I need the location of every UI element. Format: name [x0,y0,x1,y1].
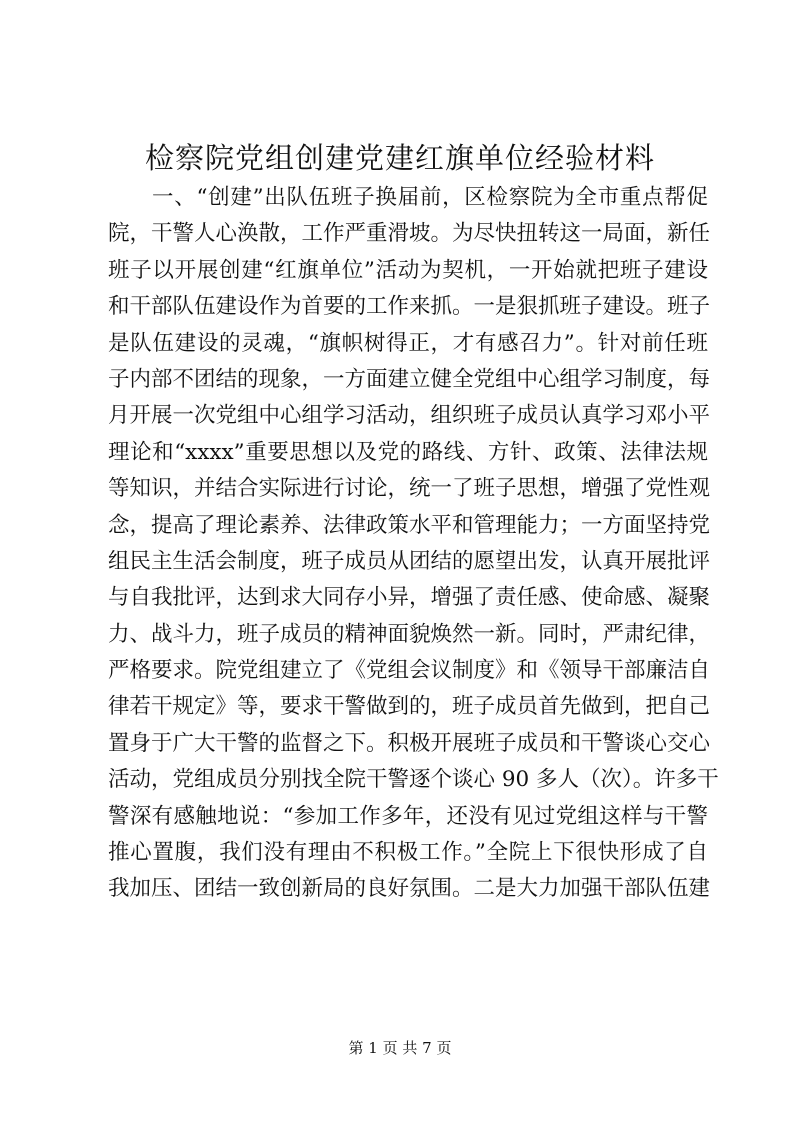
body-line: 警深有感触地说：“参加工作多年，还没有见过党组这样与干警 [108,803,708,829]
body-line: 与自我批评，达到求大同存小异，增强了责任感、使命感、凝聚 [108,585,711,611]
body-line: 子内部不团结的现象，一方面建立健全党组中心组学习制度，每 [108,366,711,392]
body-line: 理论和“xxxx”重要思想以及党的路线、方针、政策、法律法规 [108,439,708,465]
body-line: 力、战斗力，班子成员的精神面貌焕然一新。同时，严肃纪律， [108,621,711,647]
body-line: 月开展一次党组中心组学习活动，组织班子成员认真学习邓小平 [108,403,711,429]
body-line: 活动，党组成员分别找全院干警逐个谈心 90 多人（次）。许多干 [108,767,719,793]
body-line: 和干部队伍建设作为首要的工作来抓。一是狠抓班子建设。班子 [108,294,711,320]
page-number-footer: 第 1 页 共 7 页 [348,1039,452,1057]
body-line: 是队伍建设的灵魂，“旗帜树得正，才有感召力”。针对前任班 [108,330,708,356]
body-line: 置身于广大干警的监督之下。积极开展班子成员和干警谈心交心 [108,730,711,756]
body-line: 一、“创建”出队伍班子换届前，区检察院为全市重点帮促 [152,185,708,210]
document-body [108,180,719,908]
body-line: 等知识，并结合实际进行讨论，统一了班子思想，增强了党性观 [108,476,711,502]
body-line: 院，干警人心涣散，工作严重滑坡。为尽快扭转这一局面，新任 [108,221,711,247]
body-line: 念，提高了理论素养、法律政策水平和管理能力；一方面坚持党 [108,512,711,538]
body-line: 组民主生活会制度，班子成员从团结的愿望出发，认真开展批评 [108,548,711,574]
body-line: 严格要求。院党组建立了《党组会议制度》和《领导干部廉洁自 [108,658,711,684]
body-line: 班子以开展创建“红旗单位”活动为契机，一开始就把班子建设 [108,257,708,283]
document-title: 检察院党组创建党建红旗单位经验材料 [144,141,655,175]
body-line: 律若干规定》等，要求干警做到的，班子成员首先做到，把自己 [108,694,711,720]
body-line: 我加压、团结一致创新局的良好氛围。二是大力加强干部队伍建 [108,876,711,902]
body-line: 推心置腹，我们没有理由不积极工作。”全院上下很快形成了自 [108,840,708,866]
